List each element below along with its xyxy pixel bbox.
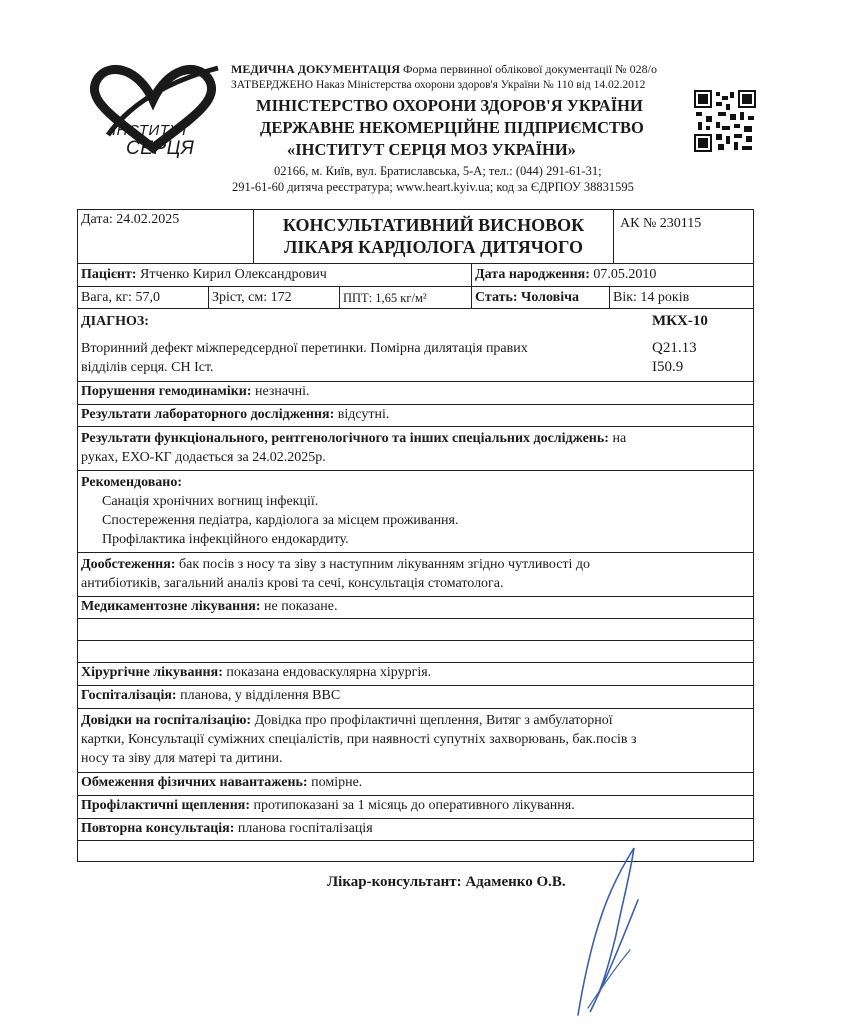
lab-results-value: відсутні.: [334, 407, 390, 422]
recommendation-item: Санація хронічних вогнищ інфекції.: [102, 494, 319, 509]
hospital-docs-row: [78, 709, 753, 773]
empty-row: [78, 841, 753, 861]
icd-cell: [649, 309, 753, 381]
vaccinations-label: Профілактичні щеплення:: [81, 798, 251, 813]
recommendations-row: [78, 471, 753, 553]
ak-number: АК № 230115: [613, 210, 753, 263]
handwritten-signature-icon: [560, 840, 650, 1020]
height-cell: Зріст, см: 172: [208, 287, 339, 308]
diagnosis-label: ДІАГНОЗ:: [81, 314, 149, 329]
institute-name: «ІНСТИТУТ СЕРЦЯ МОЗ УКРАЇНИ»: [287, 140, 576, 159]
functional-results-value-1: на: [608, 431, 627, 446]
dob-cell: [471, 264, 753, 286]
patient-name: Ятченко Кирил Олександрович: [136, 267, 327, 282]
medication-row: [78, 597, 753, 619]
functional-results-label: Результати функціонального, рентгенологічного та інших спеціальних досліджень:: [81, 431, 609, 446]
anthropometry-row: [78, 287, 753, 309]
icd-code-2: I50.9: [652, 359, 684, 375]
consultation-form: [77, 209, 754, 862]
additional-exam-value-2: антибіотиків, загальний аналіз крові та сечі, консультація стоматолога.: [81, 576, 504, 591]
medication-label: Медикаментозне лікування:: [81, 599, 261, 614]
surgery-row: [78, 663, 753, 686]
age-cell: Вік: 14 років: [609, 287, 753, 308]
hospital-docs-value-2: картки, Консультації суміжних спеціалістів, при наявності супутніх захворювань, бак.посів з: [81, 732, 637, 747]
hemodynamics-value: незначні.: [251, 384, 310, 399]
doctor-signature-line: Лікар-консультант: Адаменко О.В.: [327, 874, 566, 890]
surgery-value: показана ендоваскулярна хірургія.: [222, 665, 432, 680]
functional-results-line-1: [81, 429, 750, 448]
document-header: [0, 0, 843, 205]
physical-limits-value: помірне.: [307, 775, 363, 790]
hemodynamics-label: Порушення гемодинаміки:: [81, 384, 252, 399]
sex-cell: Стать: Чоловіча: [471, 287, 609, 308]
hospitalization-label: Госпіталізація:: [81, 688, 177, 703]
diagnosis-cell: [78, 309, 638, 381]
icd-code-1: Q21.13: [652, 340, 697, 356]
hospital-docs-value-3: носу та зіву для матері та дитини.: [81, 751, 283, 766]
date-cell: Дата: 24.02.2025: [81, 212, 180, 227]
repeat-consult-value: планова госпіталізація: [234, 821, 373, 836]
hospitalization-row: [78, 686, 753, 709]
doc-form-bold: МЕДИЧНА ДОКУМЕНТАЦІЯ: [231, 62, 400, 76]
recommendation-item: Спостереження педіатра, кардіолога за місцем проживання.: [102, 513, 459, 528]
empty-row: [78, 641, 753, 663]
diagnosis-text-1: Вторинний дефект міжпередсердної перетинки. Помірна дилятація правих: [81, 341, 528, 356]
dob-value: 07.05.2010: [589, 267, 657, 282]
hospital-docs-line-1: [81, 711, 750, 730]
repeat-consult-label: Повторна консультація:: [81, 821, 235, 836]
logo-text-institute: ІНСТИТУТ: [112, 122, 190, 139]
hospitalization-value: планова, у відділення ВВС: [176, 688, 341, 703]
form-title: [253, 210, 613, 263]
recommendation-item: Профілактика інфекційного ендокардиту.: [102, 532, 349, 547]
patient-cell: [78, 264, 471, 286]
diagnosis-text-2: відділів серця. СН Іст.: [81, 360, 214, 375]
hospital-docs-value-1: Довідка про профілактичні щеплення, Витяг з амбулаторної: [251, 713, 613, 728]
dob-label: Дата народження:: [475, 267, 590, 282]
title-line-2: ЛІКАРЯ КАРДІОЛОГА ДИТЯЧОГО: [283, 237, 583, 257]
diagnosis-row: [78, 309, 753, 382]
patient-label: Пацієнт:: [81, 267, 137, 282]
address-line-2: 291-61-60 дитяча реєстратура; www.heart.kyiv.ua; код за ЄДРПОУ 38831595: [232, 180, 634, 194]
doc-form-line: [231, 62, 657, 77]
form-title-row: [78, 210, 753, 264]
repeat-consult-row: [78, 819, 753, 841]
surgery-label: Хірургічне лікування:: [81, 665, 223, 680]
doc-form-rest: Форма первинної облікової документації № 028/о: [400, 62, 657, 76]
weight-cell: Вага, кг: 57,0: [81, 290, 160, 305]
qr-code-icon: [694, 90, 756, 152]
additional-exam-line-1: [81, 555, 750, 574]
approval-line: ЗАТВЕРДЖЕНО Наказ Міністерства охорони здоров'я України № 110 від 14.02.2012: [231, 79, 646, 91]
address-line-1: 02166, м. Київ, вул. Братиславська, 5-А; тел.: (044) 291-61-31;: [274, 164, 602, 178]
lab-results-label: Результати лабораторного дослідження:: [81, 407, 335, 422]
empty-row: [78, 619, 753, 641]
icd-label: МКХ-10: [652, 313, 708, 329]
enterprise-name: ДЕРЖАВНЕ НЕКОМЕРЦІЙНЕ ПІДПРИЄМСТВО: [260, 118, 644, 137]
vaccinations-value: протипоказані за 1 місяць до оперативного лікування.: [250, 798, 575, 813]
functional-results-row: [78, 427, 753, 471]
medication-value: не показане.: [260, 599, 338, 614]
functional-results-value-2: руках, ЕХО-КГ додається за 24.02.2025р.: [81, 450, 326, 465]
physical-limits-label: Обмеження фізичних навантажень:: [81, 775, 308, 790]
vaccinations-row: [78, 796, 753, 819]
physical-limits-row: [78, 773, 753, 796]
additional-exam-row: [78, 553, 753, 597]
bsa-cell: ППТ: 1,65 кг/м²: [339, 287, 471, 308]
additional-exam-label: Дообстеження:: [81, 557, 176, 572]
additional-exam-value-1: бак посів з носу та зіву з наступним лікуванням згідно чутливості до: [175, 557, 591, 572]
logo-text-heart: СЕРЦЯ: [126, 138, 195, 159]
ministry-name: МІНІСТЕРСТВО ОХОРОНИ ЗДОРОВ'Я УКРАЇНИ: [256, 96, 643, 115]
hospital-docs-label: Довідки на госпіталізацію:: [81, 713, 252, 728]
hemodynamics-row: [78, 382, 753, 405]
recommendations-label: Рекомендовано:: [81, 475, 183, 490]
lab-results-row: [78, 405, 753, 427]
patient-row: [78, 264, 753, 287]
title-line-1: КОНСУЛЬТАТИВНИЙ ВИСНОВОК: [282, 215, 585, 235]
